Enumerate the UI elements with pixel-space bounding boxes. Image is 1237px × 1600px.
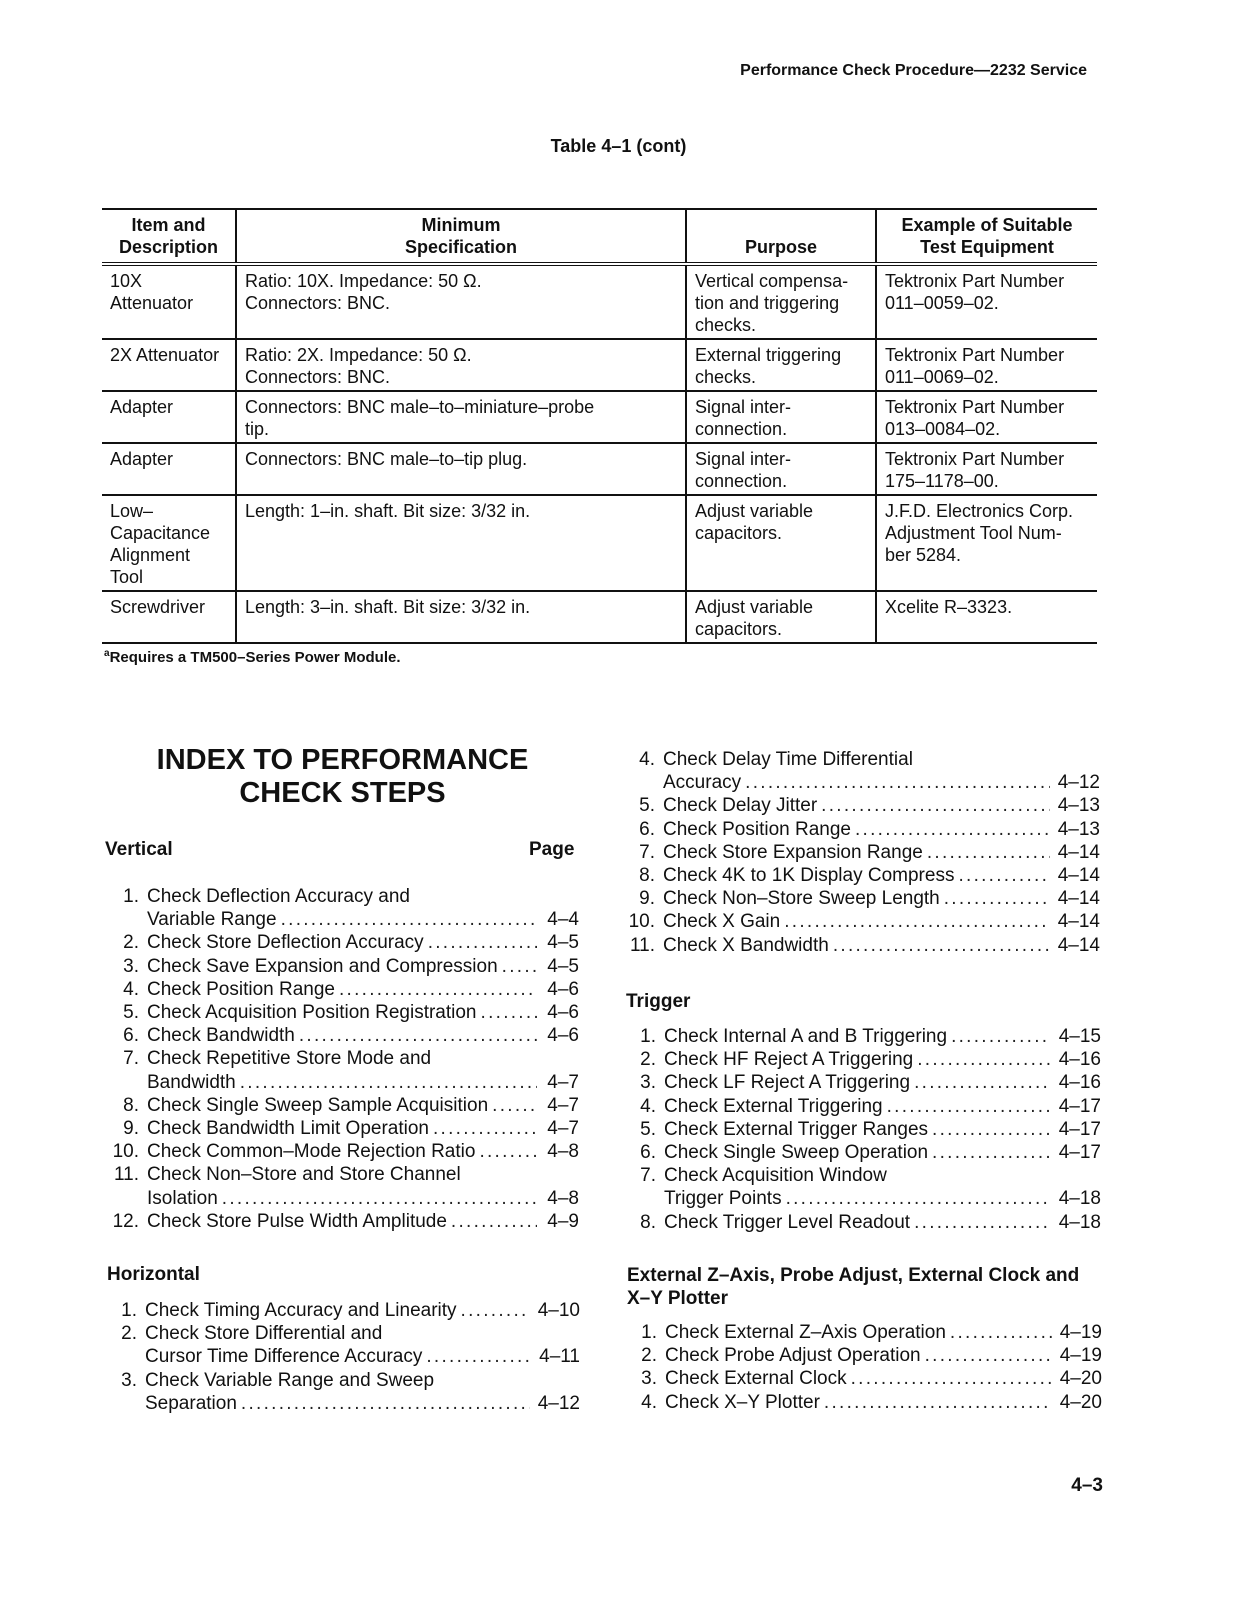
toc-entry — [105, 1001, 579, 1024]
toc-entry-number: 1. — [640, 1026, 656, 1047]
toc-entry-number: 3. — [123, 955, 139, 977]
toc-entry-number: 8. — [640, 1211, 656, 1233]
table-cell-item: Screwdriver — [102, 591, 236, 643]
page-column-label: Page — [529, 839, 575, 860]
toc-leader-dots — [940, 887, 1050, 910]
toc-entry-title: Check Common–Mode Rejection Ratio — [147, 1141, 476, 1163]
toc-entry-page: 4–14 — [1057, 841, 1100, 863]
toc-entry-page: 4–15 — [1058, 1026, 1101, 1047]
toc-leader-dots — [457, 1299, 530, 1322]
toc-entry-title: Check Store Differential and — [145, 1323, 383, 1345]
toc-leader-dots — [477, 1001, 537, 1024]
toc-entry-title: Check External Trigger Ranges — [664, 1118, 929, 1140]
toc-entry-number: 2. — [640, 1049, 656, 1071]
toc-entry-number: 10. — [628, 911, 655, 933]
toc-leader-dots — [295, 1024, 537, 1047]
toc-entry-title: Check Single Sweep Operation — [664, 1142, 929, 1164]
toc-entry — [105, 978, 579, 1001]
table-row — [102, 591, 1097, 643]
toc-entry-number: 6. — [640, 1142, 656, 1164]
toc-entry-page: 4–6 — [547, 978, 579, 1000]
toc-entry-page: 4–12 — [537, 1392, 580, 1414]
toc-entry-title: Check Acquisition Window — [664, 1165, 887, 1187]
toc-entry-number: 11. — [629, 934, 655, 956]
table-cell-item: 2X Attenuator — [102, 339, 236, 391]
table-row — [102, 495, 1097, 591]
toc-entry-page: 4–11 — [539, 1346, 580, 1368]
toc-entry-title: Check Probe Adjust Operation — [665, 1345, 921, 1367]
table-cell-spec: Connectors: BNC male–to–miniature–probe tip. — [236, 391, 686, 443]
toc-entry-title: Check Delay Time Differential — [663, 749, 913, 770]
toc-entry-title: Check Timing Accuracy and Linearity — [145, 1300, 457, 1321]
toc-entry-title: Check Bandwidth Limit Operation — [147, 1118, 429, 1140]
toc-entry-page: 4–7 — [547, 1118, 579, 1140]
table-cell-equipment: Tektronix Part Number 011–0069–02. — [876, 339, 1097, 391]
toc-leader-dots — [946, 1321, 1052, 1344]
toc-entry-title: Check Bandwidth — [147, 1025, 295, 1047]
toc-entry-number: 2. — [641, 1345, 657, 1367]
toc-entry-page: 4–14 — [1057, 911, 1100, 933]
table-cell-equipment: Tektronix Part Number 013–0084–02. — [876, 391, 1097, 443]
toc-entry — [625, 748, 1100, 794]
equipment-table — [102, 208, 1097, 644]
table-cell-purpose: External triggering checks. — [686, 339, 876, 391]
table-cell-item: Adapter — [102, 443, 236, 495]
toc-entry-title: Check HF Reject A Triggering — [664, 1049, 914, 1071]
table-cell-equipment: J.F.D. Electronics Corp. Adjustment Tool Num- ber 5284. — [876, 495, 1097, 591]
toc-entry-number: 3. — [641, 1368, 657, 1390]
table-row — [102, 339, 1097, 391]
toc-leader-dots — [429, 1117, 537, 1140]
table-cell-purpose: Adjust variable capacitors. — [686, 591, 876, 643]
toc-leader-dots — [910, 1211, 1051, 1234]
toc-entry-title: Check Single Sweep Sample Acquisition — [147, 1094, 489, 1116]
index-title: INDEX TO PERFORMANCE CHECK STEPS — [156, 744, 529, 809]
toc-entry — [626, 1164, 1101, 1210]
toc-leader-dots — [488, 1094, 537, 1117]
toc-entry-title: Check External Triggering — [664, 1095, 883, 1117]
table-header-row — [102, 209, 1097, 264]
table-cell-equipment: Xcelite R–3323. — [876, 591, 1097, 643]
toc-entry — [625, 887, 1100, 910]
toc-entry-title: Check Non–Store Sweep Length — [663, 888, 940, 910]
toc-entry-number: 4. — [641, 1391, 657, 1413]
toc-entry-number: 11. — [113, 1164, 139, 1186]
toc-entry-title-continued: Variable Range — [147, 909, 277, 931]
toc-entry-page: 4–13 — [1057, 795, 1100, 817]
table-cell-spec: Ratio: 10X. Impedance: 50 Ω. Connectors: BNC. — [236, 264, 686, 339]
toc-entry-number: 9. — [639, 888, 655, 910]
toc-entry-page: 4–13 — [1057, 818, 1100, 840]
toc-entry-title: Check Internal A and B Triggering — [664, 1026, 948, 1047]
toc-entry-number: 9. — [123, 1118, 139, 1140]
toc-entry-number: 2. — [121, 1323, 137, 1345]
toc-external — [627, 1321, 1102, 1414]
toc-entry-number: 3. — [121, 1369, 137, 1391]
toc-leader-dots — [928, 1118, 1051, 1141]
table-cell-purpose: Adjust variable capacitors. — [686, 495, 876, 591]
toc-entry-number: 6. — [639, 818, 655, 840]
toc-entry-page: 4–19 — [1059, 1322, 1102, 1343]
page-number: 4–3 — [1071, 1475, 1103, 1496]
toc-entry-number: 1. — [641, 1322, 657, 1343]
toc-entry-title-continued: Accuracy — [663, 772, 742, 794]
column-header-purpose: Purpose — [686, 209, 876, 264]
toc-entry-title: Check Store Deflection Accuracy — [147, 932, 424, 954]
toc-entry-page: 4–17 — [1058, 1095, 1101, 1117]
toc-leader-dots — [422, 1345, 530, 1368]
toc-entry-title: Check Store Pulse Width Amplitude — [147, 1210, 447, 1232]
table-cell-purpose: Signal inter- connection. — [686, 391, 876, 443]
toc-leader-dots — [782, 1187, 1051, 1210]
table-cell-item: 10X Attenuator — [102, 264, 236, 339]
toc-entry-number: 7. — [640, 1165, 656, 1187]
toc-entry — [105, 931, 579, 954]
toc-entry-number: 8. — [639, 865, 655, 887]
section-heading-trigger: Trigger — [626, 991, 691, 1012]
toc-entry — [107, 1299, 580, 1322]
toc-entry-number: 3. — [640, 1072, 656, 1094]
toc-horizontal-continued — [625, 748, 1100, 957]
toc-entry — [626, 1118, 1101, 1141]
table-cell-item: Low– Capacitance Alignment Tool — [102, 495, 236, 591]
column-header-specification: Minimum Specification — [236, 209, 686, 264]
toc-entry-page: 4–8 — [547, 1187, 579, 1209]
toc-leader-dots — [498, 955, 537, 978]
toc-entry-number: 4. — [640, 1095, 656, 1117]
table-footnote: $^a$Requires a TM500–Series Power Module. — [104, 648, 401, 666]
table-cell-purpose: Vertical compensa- tion and triggering checks. — [686, 264, 876, 339]
toc-entry — [105, 1163, 579, 1209]
toc-entry-number: 7. — [639, 841, 655, 863]
toc-entry-page: 4–6 — [547, 1002, 579, 1024]
toc-entry — [627, 1391, 1102, 1414]
toc-entry — [625, 794, 1100, 817]
toc-entry-title: Check Repetitive Store Mode and — [147, 1048, 432, 1070]
toc-entry-number: 5. — [639, 795, 655, 817]
toc-entry-title: Check 4K to 1K Display Compress — [663, 865, 955, 887]
toc-leader-dots — [921, 1344, 1052, 1367]
toc-vertical — [105, 885, 579, 1233]
table-caption: Table 4–1 (cont) — [550, 136, 687, 156]
toc-entry-number: 1. — [121, 1300, 137, 1321]
toc-leader-dots — [928, 1141, 1051, 1164]
toc-entry-title: Check LF Reject A Triggering — [664, 1072, 911, 1094]
table-cell-item: Adapter — [102, 391, 236, 443]
toc-entry-number: 5. — [640, 1118, 656, 1140]
toc-leader-dots — [780, 910, 1050, 933]
toc-entry — [625, 934, 1100, 957]
toc-entry-title: Check X Bandwidth — [663, 934, 829, 956]
table-row — [102, 264, 1097, 339]
toc-entry — [626, 1211, 1101, 1234]
table-cell-spec: Ratio: 2X. Impedance: 50 Ω. Connectors: BNC. — [236, 339, 686, 391]
toc-entry-title: Check Store Expansion Range — [663, 841, 923, 863]
toc-entry-page: 4–17 — [1058, 1118, 1101, 1140]
table-cell-spec: Length: 1–in. shaft. Bit size: 3/32 in. — [236, 495, 686, 591]
toc-entry-page: 4–8 — [547, 1141, 579, 1163]
toc-entry-page: 4–18 — [1058, 1211, 1101, 1233]
toc-entry-title: Check X–Y Plotter — [665, 1391, 820, 1413]
toc-entry-number: 2. — [123, 932, 139, 954]
toc-entry-title: Check Trigger Level Readout — [664, 1211, 911, 1233]
toc-entry-title: Check Position Range — [147, 978, 335, 1000]
toc-leader-dots — [947, 1025, 1051, 1048]
toc-entry-title: Check Position Range — [663, 818, 851, 840]
toc-entry-title: Check X Gain — [663, 911, 781, 933]
toc-entry-title: Check Variable Range and Sweep — [145, 1369, 435, 1391]
table-cell-spec: Length: 3–in. shaft. Bit size: 3/32 in. — [236, 591, 686, 643]
toc-entry-page: 4–16 — [1058, 1049, 1101, 1071]
toc-entry-page: 4–14 — [1057, 934, 1100, 956]
toc-entry — [625, 910, 1100, 933]
toc-entry — [626, 1025, 1101, 1048]
toc-entry — [626, 1095, 1101, 1118]
toc-entry-number: 7. — [123, 1048, 139, 1070]
toc-entry-page: 4–6 — [547, 1025, 579, 1047]
toc-entry-number: 1. — [123, 886, 139, 907]
toc-entry-title: Check Save Expansion and Compression — [147, 955, 498, 977]
table-cell-equipment: Tektronix Part Number 011–0059–02. — [876, 264, 1097, 339]
toc-entry — [627, 1321, 1102, 1344]
toc-leader-dots — [237, 1392, 530, 1415]
toc-entry-title: Check External Z–Axis Operation — [665, 1322, 946, 1343]
toc-leader-dots — [424, 931, 537, 954]
toc-entry-page: 4–14 — [1057, 888, 1100, 910]
section-heading-vertical: Vertical — [105, 839, 173, 860]
toc-leader-dots — [829, 934, 1050, 957]
toc-leader-dots — [923, 841, 1050, 864]
toc-leader-dots — [954, 864, 1050, 887]
toc-entry — [625, 864, 1100, 887]
table-row — [102, 391, 1097, 443]
toc-entry-title-continued: Cursor Time Difference Accuracy — [145, 1346, 423, 1368]
toc-entry — [626, 1048, 1101, 1071]
toc-horizontal — [107, 1299, 580, 1415]
toc-entry-title: Check External Clock — [665, 1368, 847, 1390]
toc-leader-dots — [218, 1187, 537, 1210]
table-cell-equipment: Tektronix Part Number 175–1178–00. — [876, 443, 1097, 495]
toc-entry-number: 12. — [112, 1210, 139, 1232]
toc-entry — [107, 1322, 580, 1368]
toc-entry — [625, 841, 1100, 864]
toc-leader-dots — [913, 1048, 1051, 1071]
toc-entry — [625, 818, 1100, 841]
toc-entry — [626, 1141, 1101, 1164]
toc-entry — [105, 885, 579, 931]
toc-entry-page: 4–12 — [1057, 772, 1100, 794]
toc-entry — [105, 955, 579, 978]
toc-leader-dots — [236, 1071, 537, 1094]
toc-entry-title-continued: Bandwidth — [147, 1071, 236, 1093]
toc-entry — [105, 1094, 579, 1117]
toc-entry — [626, 1071, 1101, 1094]
toc-entry-title: Check Deflection Accuracy and — [147, 886, 410, 907]
toc-entry — [105, 1210, 579, 1233]
section-heading-horizontal: Horizontal — [107, 1264, 200, 1285]
toc-entry-number: 6. — [123, 1025, 139, 1047]
toc-leader-dots — [883, 1095, 1051, 1118]
toc-entry-number: 4. — [639, 749, 655, 770]
section-heading-external: External Z–Axis, Probe Adjust, External Clock and X–Y Plotter — [627, 1265, 1080, 1309]
toc-entry-page: 4–5 — [547, 932, 579, 954]
toc-entry-page: 4–10 — [537, 1300, 580, 1321]
toc-leader-dots — [335, 978, 537, 1001]
toc-entry-title-continued: Isolation — [147, 1187, 218, 1209]
toc-entry-number: 4. — [123, 978, 139, 1000]
toc-entry-page: 4–16 — [1058, 1072, 1101, 1094]
toc-entry-page: 4–9 — [547, 1210, 579, 1232]
toc-entry-page: 4–18 — [1058, 1188, 1101, 1210]
toc-entry-number: 8. — [123, 1094, 139, 1116]
toc-entry-page: 4–20 — [1059, 1391, 1102, 1413]
toc-entry-title-continued: Trigger Points — [664, 1188, 782, 1210]
table-row — [102, 443, 1097, 495]
toc-entry-page: 4–4 — [547, 909, 579, 931]
toc-leader-dots — [820, 1391, 1052, 1414]
toc-leader-dots — [475, 1140, 537, 1163]
toc-entry-page: 4–5 — [547, 955, 579, 977]
running-header: Performance Check Procedure—2232 Service — [740, 62, 1087, 79]
toc-entry — [105, 1024, 579, 1047]
toc-entry-title: Check Delay Jitter — [663, 795, 818, 817]
toc-entry — [627, 1367, 1102, 1390]
table-cell-purpose: Signal inter- connection. — [686, 443, 876, 495]
toc-entry-page: 4–20 — [1059, 1368, 1102, 1390]
toc-leader-dots — [277, 908, 537, 931]
toc-entry-page: 4–17 — [1058, 1142, 1101, 1164]
toc-entry-title: Check Non–Store and Store Channel — [147, 1164, 461, 1186]
toc-entry-number: 10. — [112, 1141, 139, 1163]
toc-entry-page: 4–19 — [1059, 1345, 1102, 1367]
toc-entry-title: Check Acquisition Position Registration — [147, 1002, 477, 1024]
toc-entry-page: 4–14 — [1057, 865, 1100, 887]
toc-leader-dots — [447, 1210, 537, 1233]
column-header-equipment: Example of Suitable Test Equipment — [876, 209, 1097, 264]
toc-entry — [105, 1047, 579, 1093]
toc-leader-dots — [847, 1367, 1052, 1390]
toc-entry — [105, 1140, 579, 1163]
toc-entry — [627, 1344, 1102, 1367]
toc-leader-dots — [817, 794, 1050, 817]
toc-leader-dots — [851, 818, 1050, 841]
toc-trigger — [626, 1025, 1101, 1234]
toc-entry-number: 5. — [123, 1002, 139, 1024]
toc-leader-dots — [741, 771, 1050, 794]
toc-entry-page: 4–7 — [547, 1071, 579, 1093]
toc-entry-page: 4–7 — [547, 1094, 579, 1116]
toc-entry-title-continued: Separation — [145, 1392, 237, 1414]
table-cell-spec: Connectors: BNC male–to–tip plug. — [236, 443, 686, 495]
toc-entry — [107, 1369, 580, 1415]
toc-leader-dots — [910, 1071, 1051, 1094]
toc-entry — [105, 1117, 579, 1140]
column-header-item: Item and Description — [102, 209, 236, 264]
